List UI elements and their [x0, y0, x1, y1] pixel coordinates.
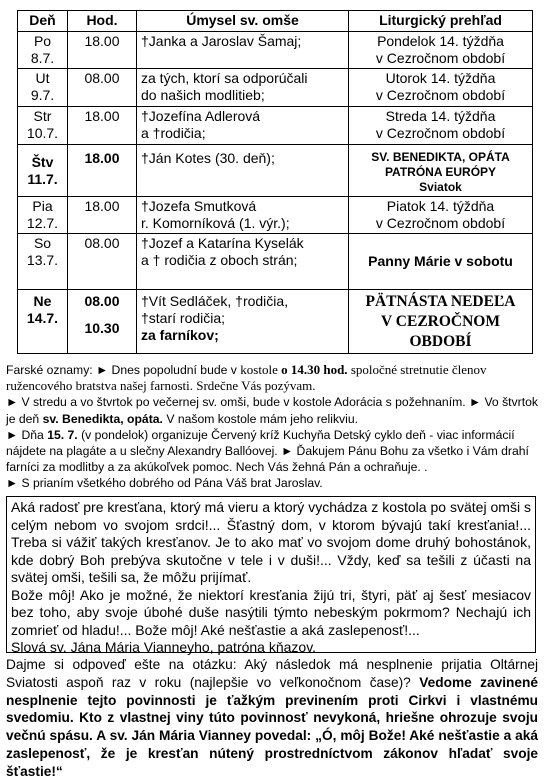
day-cell: So 13.7.	[18, 234, 68, 290]
day-cell: Str 10.7.	[18, 107, 68, 145]
table-row	[18, 234, 533, 290]
day-cell: Ut 9.7.	[18, 69, 68, 107]
liturgy-cell: SV. BENEDIKTA, OPÁTA PATRÓNA EURÓPY Sviatok	[349, 145, 533, 197]
table-row	[18, 69, 533, 107]
announcement-1-text: Farské oznamy: ► Dnes popoludní bude v	[6, 363, 241, 377]
day-cell: Po 8.7.	[18, 32, 68, 69]
closing-question: Dajme si odpoveď ešte na otázku: Aký následok má nesplnenie prijatia Oltárnej Sviatosti aspoň raz v roku (najlepšie vo veľkonočnom čase)?	[6, 657, 538, 690]
table-row	[18, 145, 533, 197]
hour-cell: 08.00	[68, 69, 137, 107]
intention-cell: †Janka a Jaroslav Šamaj;	[137, 32, 349, 69]
closing-answer: Vedome zavinené nesplnenie tejto povinnosti je ťažkým previnením proti Cirkvi i vlastnému svedomiu. Kto z vlastnej viny túto povinnosť nevykoná, hriešne ohrozuje svoju večnú spásu. A sv. Ján Mária Vianney povedal: „Ó, môj Bože! Aké nešťastie a aká zaslepenosť, že je kresťan nútený prostredníctvom zákonov hľadať svoje šťastie!“	[6, 674, 538, 779]
table-row	[18, 290, 533, 354]
announcement-3-post: (v pondelok) organizuje Červený kríž Kuchyňa Detský cyklo deň - viac informácií nájdete na plagáte a u slečny Alexandry Ballóovej. ► Ďakujem Pánu Bohu za všetko i Vám drahí farníci za modlitby a za akúkoľvek pomoc. Nech Vás žehná Pán a ochraňuje. .	[6, 427, 529, 475]
announcement-3-date: 15. 7.	[47, 427, 78, 442]
announcement-2-pre: ► V stredu a vo štvrtok po večernej sv. omši, bude v kostole Adorácia s požehnaním. ► Vo štvrtok je deň	[6, 395, 538, 426]
intention-cell: †Jozefa Smutková r. Komorníková (1. výr.);	[137, 197, 349, 234]
announcement-1-time: o 14.30 hod.	[277, 362, 348, 377]
table-row	[18, 197, 533, 234]
announcement-2-saint: sv. Benedikta, opáta.	[42, 411, 163, 426]
quote-paragraph-2: Bože môj! Ako je možné, že niektorí kresťania žijú tri, štyri, päť aj šesť mesiacov bez toho, aby svoje úbohé duše nasýtili týmto nebeským pokrmom? Nechajú ich zomrieť od hladu!... Bože môj! Aké nešťastie a aká zaslepenosť!...	[11, 586, 531, 638]
intention-cell	[137, 290, 349, 354]
hour-cell: 18.00	[68, 197, 137, 234]
announcement-1-kostole: kostole	[240, 362, 278, 377]
hour-second: 10.30	[84, 320, 120, 336]
day-cell: Ne 14.7.	[18, 290, 68, 354]
announcement-2-post: V našom kostole mám jeho relikviu.	[162, 411, 359, 426]
day-cell: Pia 12.7.	[18, 197, 68, 234]
table-header-row	[18, 11, 533, 32]
intention-first: †Vít Sedláček, †rodičia, †starí rodičia;	[141, 293, 289, 326]
intention-cell: †Jozefína Adlerová a †rodičia;	[137, 107, 349, 145]
closing-paragraph	[6, 656, 538, 781]
header-liturgy: Liturgický prehľad	[349, 11, 533, 32]
table-row	[18, 32, 533, 69]
header-hour: Hod.	[68, 11, 137, 32]
header-day: Deň	[18, 11, 68, 32]
hour-cell: 18.00	[68, 145, 137, 197]
announcement-2	[6, 394, 544, 426]
parish-announcements	[6, 362, 544, 492]
quote-attribution: Slová sv. Jána Mária Vianneyho, patróna kňazov.	[11, 639, 317, 655]
quote-box	[6, 496, 536, 653]
liturgy-cell: Panny Márie v sobotu	[349, 234, 533, 290]
intention-cell: †Jozef a Katarína Kyselák a † rodičia z oboch strán;	[137, 234, 349, 290]
hour-cell: 18.00	[68, 32, 137, 69]
quote-paragraph-1: Aká radosť pre kresťana, ktorý má vieru a ktorý vychádza z kostola po svätej omši s celým nebom vo svojom srdci!... Šťastný dom, v ktorom bývajú takí kresťania!... Treba si vážiť takých kresťanov. Je to ako mať vo svojom dome druhý bohostánok, kde dobrý Boh prebýva skutočne v tele i v duši!... Vždy, keď sa tešili z účasti na svätej omši, tešili sa, že môžu prijímať.	[11, 499, 531, 585]
liturgy-cell: Streda 14. týždňa v Cezročnom období	[349, 107, 533, 145]
day-cell: Štv 11.7.	[18, 145, 68, 197]
hour-cell: 08.00	[68, 234, 137, 290]
liturgy-cell: Piatok 14. týždňa v Cezročnom období	[349, 197, 533, 234]
announcement-3	[6, 427, 544, 476]
hour-cell: 18.00	[68, 107, 137, 145]
hour-first: 08.00	[84, 293, 120, 309]
mass-schedule-table	[17, 10, 533, 354]
liturgy-cell: PÄTNÁSTA NEDEĽA V CEZROČNOM OBDOBÍ	[349, 290, 533, 354]
announcement-1-rest: spoločné stretnutie členov ružencového bratstva našej farnosti. Srdečne Vás pozývam.	[6, 362, 487, 394]
announcement-4: ► S prianím všetkého dobrého od Pána Váš brat Jaroslav.	[6, 476, 323, 491]
intention-second: za farníkov;	[141, 327, 219, 343]
table-row	[18, 107, 533, 145]
intention-cell: za tých, ktorí sa odporúčali do našich modlitieb;	[137, 69, 349, 107]
announcement-1	[6, 362, 544, 394]
liturgy-cell: Utorok 14. týždňa v Cezročnom období	[349, 69, 533, 107]
intention-cell: †Ján Kotes (30. deň);	[137, 145, 349, 197]
liturgy-cell: Pondelok 14. týždňa v Cezročnom období	[349, 32, 533, 69]
header-intention: Úmysel sv. omše	[137, 11, 349, 32]
hour-cell	[68, 290, 137, 354]
announcement-3-pre: ► Dňa	[6, 427, 48, 442]
